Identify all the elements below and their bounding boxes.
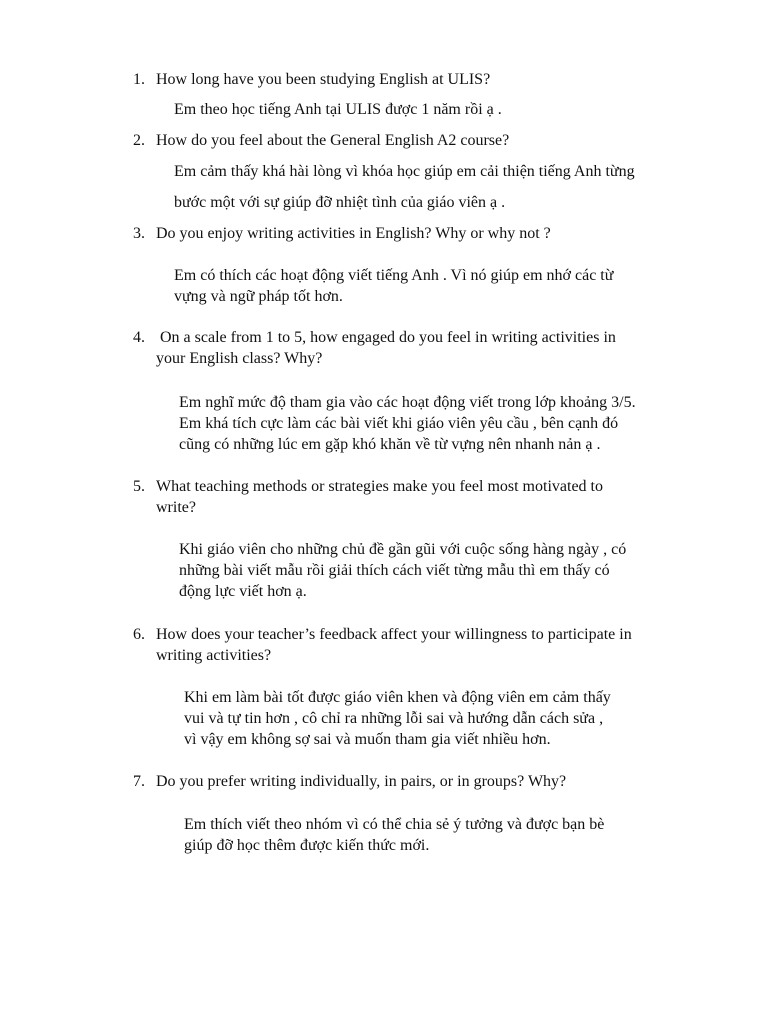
answer-2-line-2: bước một với sự giúp đỡ nhiệt tình của giáo viên ạ . — [174, 194, 506, 211]
question-text: What teaching methods or strategies make you feel most motivated to — [156, 478, 603, 495]
question-text: Do you enjoy writing activities in English? Why or why not ? — [156, 225, 551, 242]
question-text-continued: write? — [156, 499, 196, 516]
question-text: How do you feel about the General English A2 course? — [156, 132, 510, 149]
question-text: On a scale from 1 to 5, how engaged do you feel in writing activities in — [156, 329, 616, 346]
question-text: Do you prefer writing individually, in pairs, or in groups? Why? — [156, 773, 567, 790]
answer-5-line-1: Khi giáo viên cho những chủ đề gần gũi với cuộc sống hàng ngày , có — [179, 541, 627, 558]
question-text-continued: writing activities? — [156, 647, 272, 664]
question-number: 5. — [133, 478, 145, 495]
question-number: 1. — [133, 71, 145, 88]
question-text: How does your teacher’s feedback affect your willingness to participate in — [156, 626, 632, 643]
question-text: How long have you been studying English at ULIS? — [156, 71, 491, 88]
answer-4-line-3: cũng có những lúc em gặp khó khăn về từ vựng nên nhanh nản ạ . — [179, 436, 601, 453]
answer-6-line-3: vì vậy em không sợ sai và muốn tham gia viết nhiều hơn. — [184, 731, 551, 748]
answer-1-line-1: Em theo học tiếng Anh tại ULIS được 1 năm rồi ạ . — [174, 101, 502, 118]
answer-4-line-2: Em khá tích cực làm các bài viết khi giáo viên yêu cầu , bên cạnh đó — [179, 415, 619, 432]
answer-3-line-1: Em có thích các hoạt động viết tiếng Anh . Vì nó giúp em nhớ các từ — [174, 267, 614, 284]
answer-2-line-1: Em cảm thấy khá hài lòng vì khóa học giúp em cải thiện tiếng Anh từng — [174, 163, 635, 180]
answer-4-line-1: Em nghĩ mức độ tham gia vào các hoạt động viết trong lớp khoảng 3/5. — [179, 394, 636, 411]
answer-6-line-2: vui và tự tin hơn , cô chỉ ra những lỗi sai và hướng dẫn cách sửa , — [184, 710, 604, 727]
answer-5-line-3: động lực viết hơn ạ. — [179, 583, 307, 600]
question-number: 4. — [133, 329, 145, 346]
question-text-continued: your English class? Why? — [156, 350, 323, 367]
question-number: 6. — [133, 626, 145, 643]
question-number: 2. — [133, 132, 145, 149]
question-number: 3. — [133, 225, 145, 242]
answer-3-line-2: vựng và ngữ pháp tốt hơn. — [174, 288, 343, 305]
answer-6-line-1: Khi em làm bài tốt được giáo viên khen và động viên em cảm thấy — [184, 689, 611, 706]
question-number: 7. — [133, 773, 145, 790]
answer-5-line-2: những bài viết mẫu rồi giải thích cách viết từng mẫu thì em thấy có — [179, 562, 610, 579]
answer-7-line-1: Em thích viết theo nhóm vì có thể chia sẻ ý tưởng và được bạn bè — [184, 816, 605, 833]
answer-7-line-2: giúp đỡ học thêm được kiến thức mới. — [184, 837, 430, 854]
